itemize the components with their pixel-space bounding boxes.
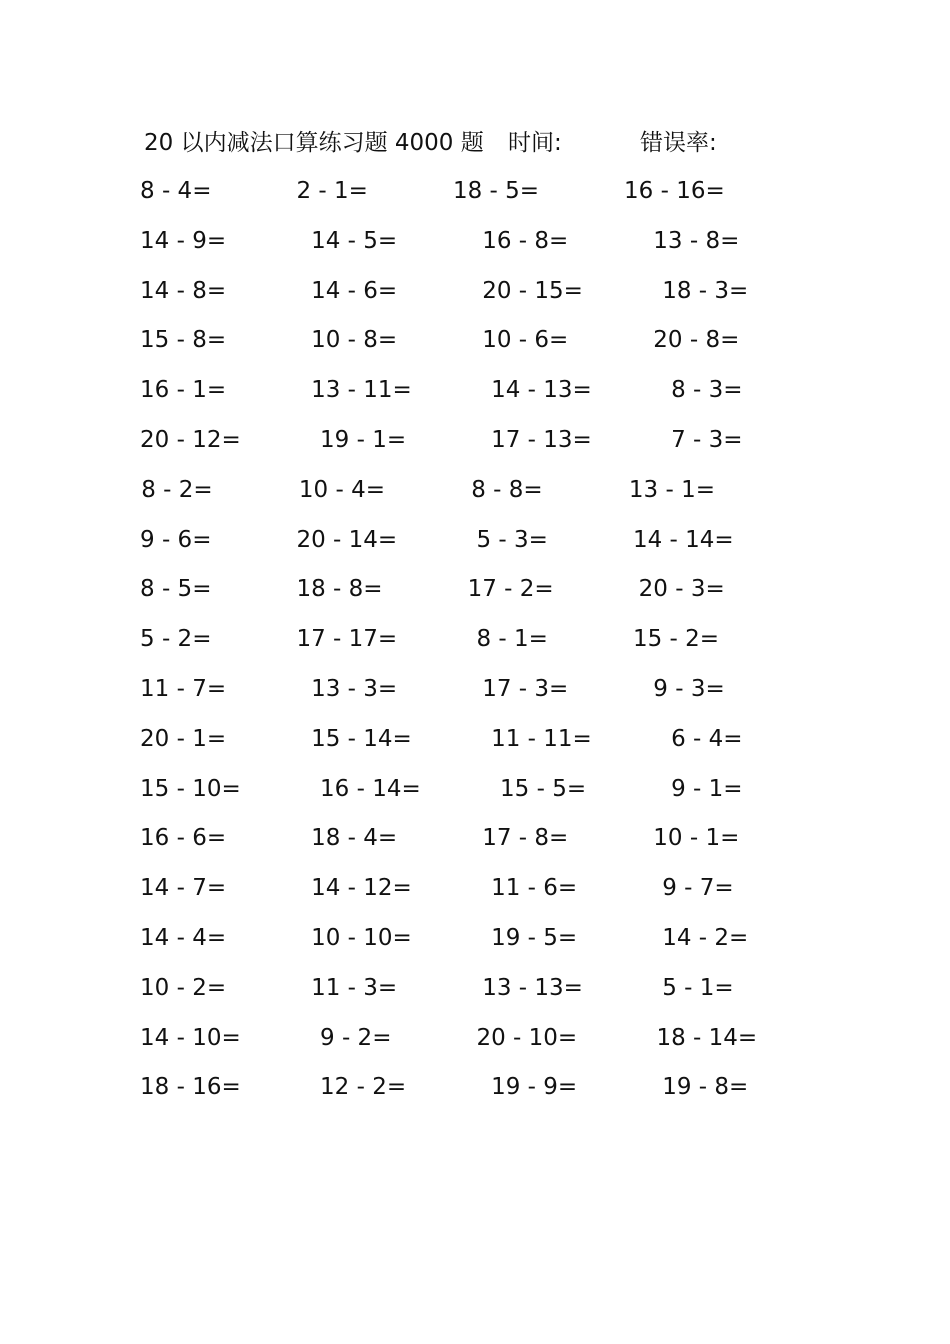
math-problem: 13 - 11= — [311, 377, 412, 404]
math-problem: 13 - 1= — [628, 476, 715, 503]
problem-row — [140, 522, 800, 572]
math-problem: 5 - 2= — [140, 626, 212, 653]
math-problem: 10 - 10= — [311, 924, 412, 951]
math-problem: 14 - 9= — [140, 227, 227, 254]
problem-row — [140, 273, 800, 323]
problem-row — [140, 422, 800, 472]
math-problem: 14 - 13= — [491, 377, 592, 404]
problem-row — [140, 571, 800, 621]
math-problem: 17 - 13= — [491, 426, 592, 453]
math-problem: 15 - 10= — [140, 775, 241, 802]
problem-row — [140, 322, 800, 372]
problem-row — [140, 771, 800, 821]
worksheet-header — [144, 126, 804, 160]
math-problem: 15 - 5= — [500, 775, 587, 802]
math-problem: 18 - 3= — [662, 277, 749, 304]
math-problem: 11 - 7= — [140, 675, 227, 702]
math-problem: 17 - 17= — [296, 626, 398, 653]
math-problem: 10 - 1= — [653, 825, 740, 852]
math-problem: 10 - 2= — [140, 974, 227, 1001]
math-problem: 8 - 8= — [471, 476, 543, 503]
math-problem: 11 - 6= — [491, 875, 578, 902]
error-rate-label: 错误率: — [640, 130, 717, 156]
math-problem: 13 - 8= — [653, 227, 740, 254]
problem-row — [140, 870, 800, 920]
math-problem: 9 - 7= — [662, 875, 734, 902]
problem-row — [140, 721, 800, 771]
math-problem: 20 - 14= — [296, 526, 398, 553]
math-problem: 2 - 1= — [296, 178, 368, 204]
problem-row — [140, 621, 800, 671]
math-problem: 14 - 6= — [311, 277, 398, 304]
math-problem: 15 - 8= — [140, 327, 227, 354]
math-problem: 20 - 15= — [482, 277, 583, 304]
math-problem: 13 - 3= — [311, 675, 398, 702]
math-problem: 6 - 4= — [671, 725, 743, 752]
time-label: 时间: — [508, 130, 562, 156]
math-problem: 11 - 11= — [491, 725, 592, 752]
math-problem: 13 - 13= — [482, 974, 583, 1001]
math-problem: 16 - 8= — [482, 227, 569, 254]
problem-row — [140, 1020, 800, 1070]
math-problem: 16 - 16= — [624, 178, 725, 204]
problem-row — [140, 372, 800, 422]
math-problem: 9 - 3= — [653, 675, 725, 702]
problem-row — [140, 920, 800, 970]
math-problem: 20 - 8= — [653, 327, 740, 354]
math-problem: 16 - 1= — [140, 377, 227, 404]
problem-row — [140, 820, 800, 870]
math-problem: 8 - 4= — [140, 178, 212, 204]
math-problem: 8 - 5= — [140, 576, 212, 603]
math-problem: 16 - 6= — [140, 825, 227, 852]
math-problem: 8 - 2= — [141, 476, 213, 503]
math-problem: 12 - 2= — [320, 1074, 407, 1101]
math-problem: 14 - 5= — [311, 227, 398, 254]
math-problem: 20 - 3= — [638, 576, 725, 603]
math-problem: 18 - 8= — [296, 576, 383, 603]
problem-grid — [140, 173, 800, 1119]
math-problem: 16 - 14= — [320, 775, 421, 802]
math-problem: 14 - 14= — [632, 526, 734, 553]
math-problem: 19 - 9= — [491, 1074, 578, 1101]
math-problem: 9 - 1= — [671, 775, 743, 802]
math-problem: 14 - 8= — [140, 277, 227, 304]
math-problem: 20 - 10= — [476, 1024, 578, 1051]
math-problem: 19 - 1= — [320, 426, 407, 453]
math-problem: 5 - 3= — [476, 526, 548, 553]
problem-row — [140, 1069, 800, 1119]
math-problem: 14 - 7= — [140, 875, 227, 902]
math-problem: 10 - 8= — [311, 327, 398, 354]
math-problem: 17 - 3= — [482, 675, 569, 702]
problem-row — [140, 472, 800, 522]
math-problem: 14 - 12= — [311, 875, 412, 902]
math-problem: 20 - 1= — [140, 725, 227, 752]
problem-row — [140, 173, 800, 223]
math-problem: 10 - 6= — [482, 327, 569, 354]
math-problem: 8 - 1= — [476, 626, 548, 653]
math-problem: 8 - 3= — [671, 377, 743, 404]
math-problem: 18 - 14= — [656, 1024, 758, 1051]
problem-row — [140, 671, 800, 721]
math-problem: 18 - 4= — [311, 825, 398, 852]
math-problem: 20 - 12= — [140, 426, 241, 453]
math-problem: 14 - 4= — [140, 924, 227, 951]
math-problem: 9 - 2= — [320, 1024, 392, 1051]
problem-row — [140, 223, 800, 273]
math-problem: 10 - 4= — [298, 476, 385, 503]
math-problem: 14 - 2= — [662, 924, 749, 951]
math-problem: 17 - 2= — [467, 576, 554, 603]
worksheet-title: 20 以内减法口算练习题 4000 题 — [144, 130, 484, 156]
math-problem: 5 - 1= — [662, 974, 734, 1001]
problem-row — [140, 970, 800, 1020]
math-problem: 17 - 8= — [482, 825, 569, 852]
math-problem: 9 - 6= — [140, 526, 212, 553]
math-problem: 15 - 2= — [632, 626, 720, 653]
math-problem: 11 - 3= — [311, 974, 398, 1001]
math-problem: 18 - 5= — [452, 178, 540, 204]
math-problem: 15 - 14= — [311, 725, 412, 752]
math-problem: 7 - 3= — [671, 426, 743, 453]
math-problem: 18 - 16= — [140, 1074, 241, 1101]
math-problem: 14 - 10= — [140, 1024, 241, 1051]
math-problem: 19 - 5= — [491, 924, 578, 951]
math-problem: 19 - 8= — [662, 1074, 749, 1101]
